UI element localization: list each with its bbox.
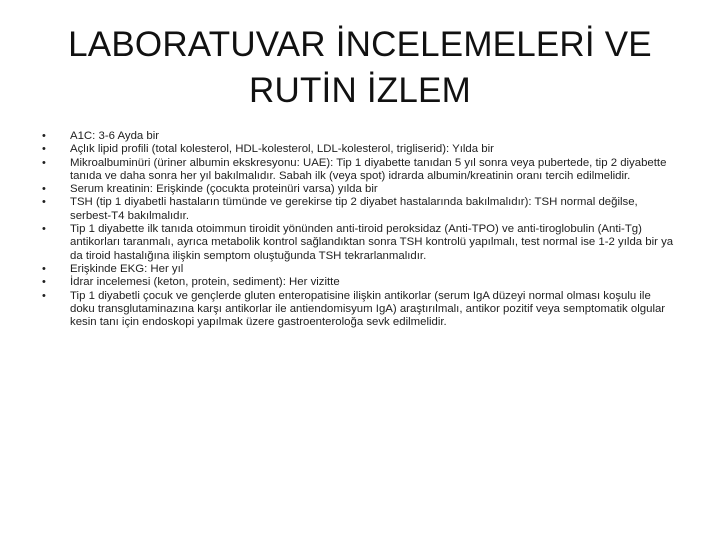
slide-title: LABORATUVAR İNCELEMELERİ VE RUTİN İZLEM xyxy=(68,25,652,110)
list-item xyxy=(42,276,678,289)
list-item xyxy=(42,263,678,276)
list-item-text: Tip 1 diyabetli çocuk ve gençlerde gluten enteropatisine ilişkin antikorlar (serum IgA düzeyi normal olması koşulu ile doku transglutaminazına karşı antikorlar ile antiendomisyum IgA) araştırılmalı, antikor pozitif veya semptomatik olgular kesin tanı için endoskopi yapılmak üzere gastroenteroloğa sevk edilmelidir. xyxy=(70,289,666,329)
bullet-list xyxy=(42,130,678,329)
bullet-icon: • xyxy=(42,156,46,169)
bullet-icon: • xyxy=(42,196,46,209)
bullet-icon: • xyxy=(42,289,46,302)
list-item xyxy=(42,183,678,196)
list-item xyxy=(42,157,678,184)
list-item xyxy=(42,196,678,223)
list-item-text: Serum kreatinin: Erişkinde (çocukta proteinüri varsa) yılda bir xyxy=(70,183,378,196)
list-item xyxy=(42,130,678,143)
list-item-text: Mikroalbuminüri (üriner albumin ekskresyonu: UAE): Tip 1 diyabette tanıdan 5 yıl sonra veya pubertede, tip 2 diyabette tanıda ve daha sonra her yıl bakılmalıdır. Sabah ilk (veya spot) idrarda albumin/kreatinin oranı tercih edilmelidir. xyxy=(70,156,667,182)
list-item-text: Erişkinde EKG: Her yıl xyxy=(70,262,184,275)
bullet-icon: • xyxy=(42,276,46,289)
bullet-icon: • xyxy=(42,130,46,142)
list-item xyxy=(42,290,678,330)
list-item-text: Tip 1 diyabette ilk tanıda otoimmun tiroidit yönünden anti-tiroid peroksidaz (Anti-TPO) ve anti-tiroglobulin (Anti-Tg) antikorları taranmalı, ayrıca metabolik kontrol sağlandıktan sonra TSH kontrolü yapılmalı, test normal ise 1-2 yılda bir ya da tiroid hastalığına ilişkin semptom oluştuğunda TSH tekrarlanmalıdır. xyxy=(70,223,674,262)
list-item-text: Açlık lipid profili (total kolesterol, HDL-kolesterol, LDL-kolesterol, trigliserid): Yılda bir xyxy=(70,143,494,156)
list-item xyxy=(42,143,678,156)
list-item-text: İdrar incelemesi (keton, protein, sediment): Her vizitte xyxy=(70,276,340,289)
bullet-icon: • xyxy=(42,143,46,156)
bullet-icon: • xyxy=(42,262,46,275)
list-item-text: A1C: 3-6 Ayda bir xyxy=(70,130,160,142)
list-item xyxy=(42,223,678,263)
list-item-text: TSH (tip 1 diyabetli hastaların tümünde ve gerekirse tip 2 diyabet hastalarında bakılmalıdır): TSH normal değilse, serbest-T4 bakılmalıdır. xyxy=(70,196,638,222)
bullet-icon: • xyxy=(42,183,46,196)
bullet-icon: • xyxy=(42,223,46,236)
